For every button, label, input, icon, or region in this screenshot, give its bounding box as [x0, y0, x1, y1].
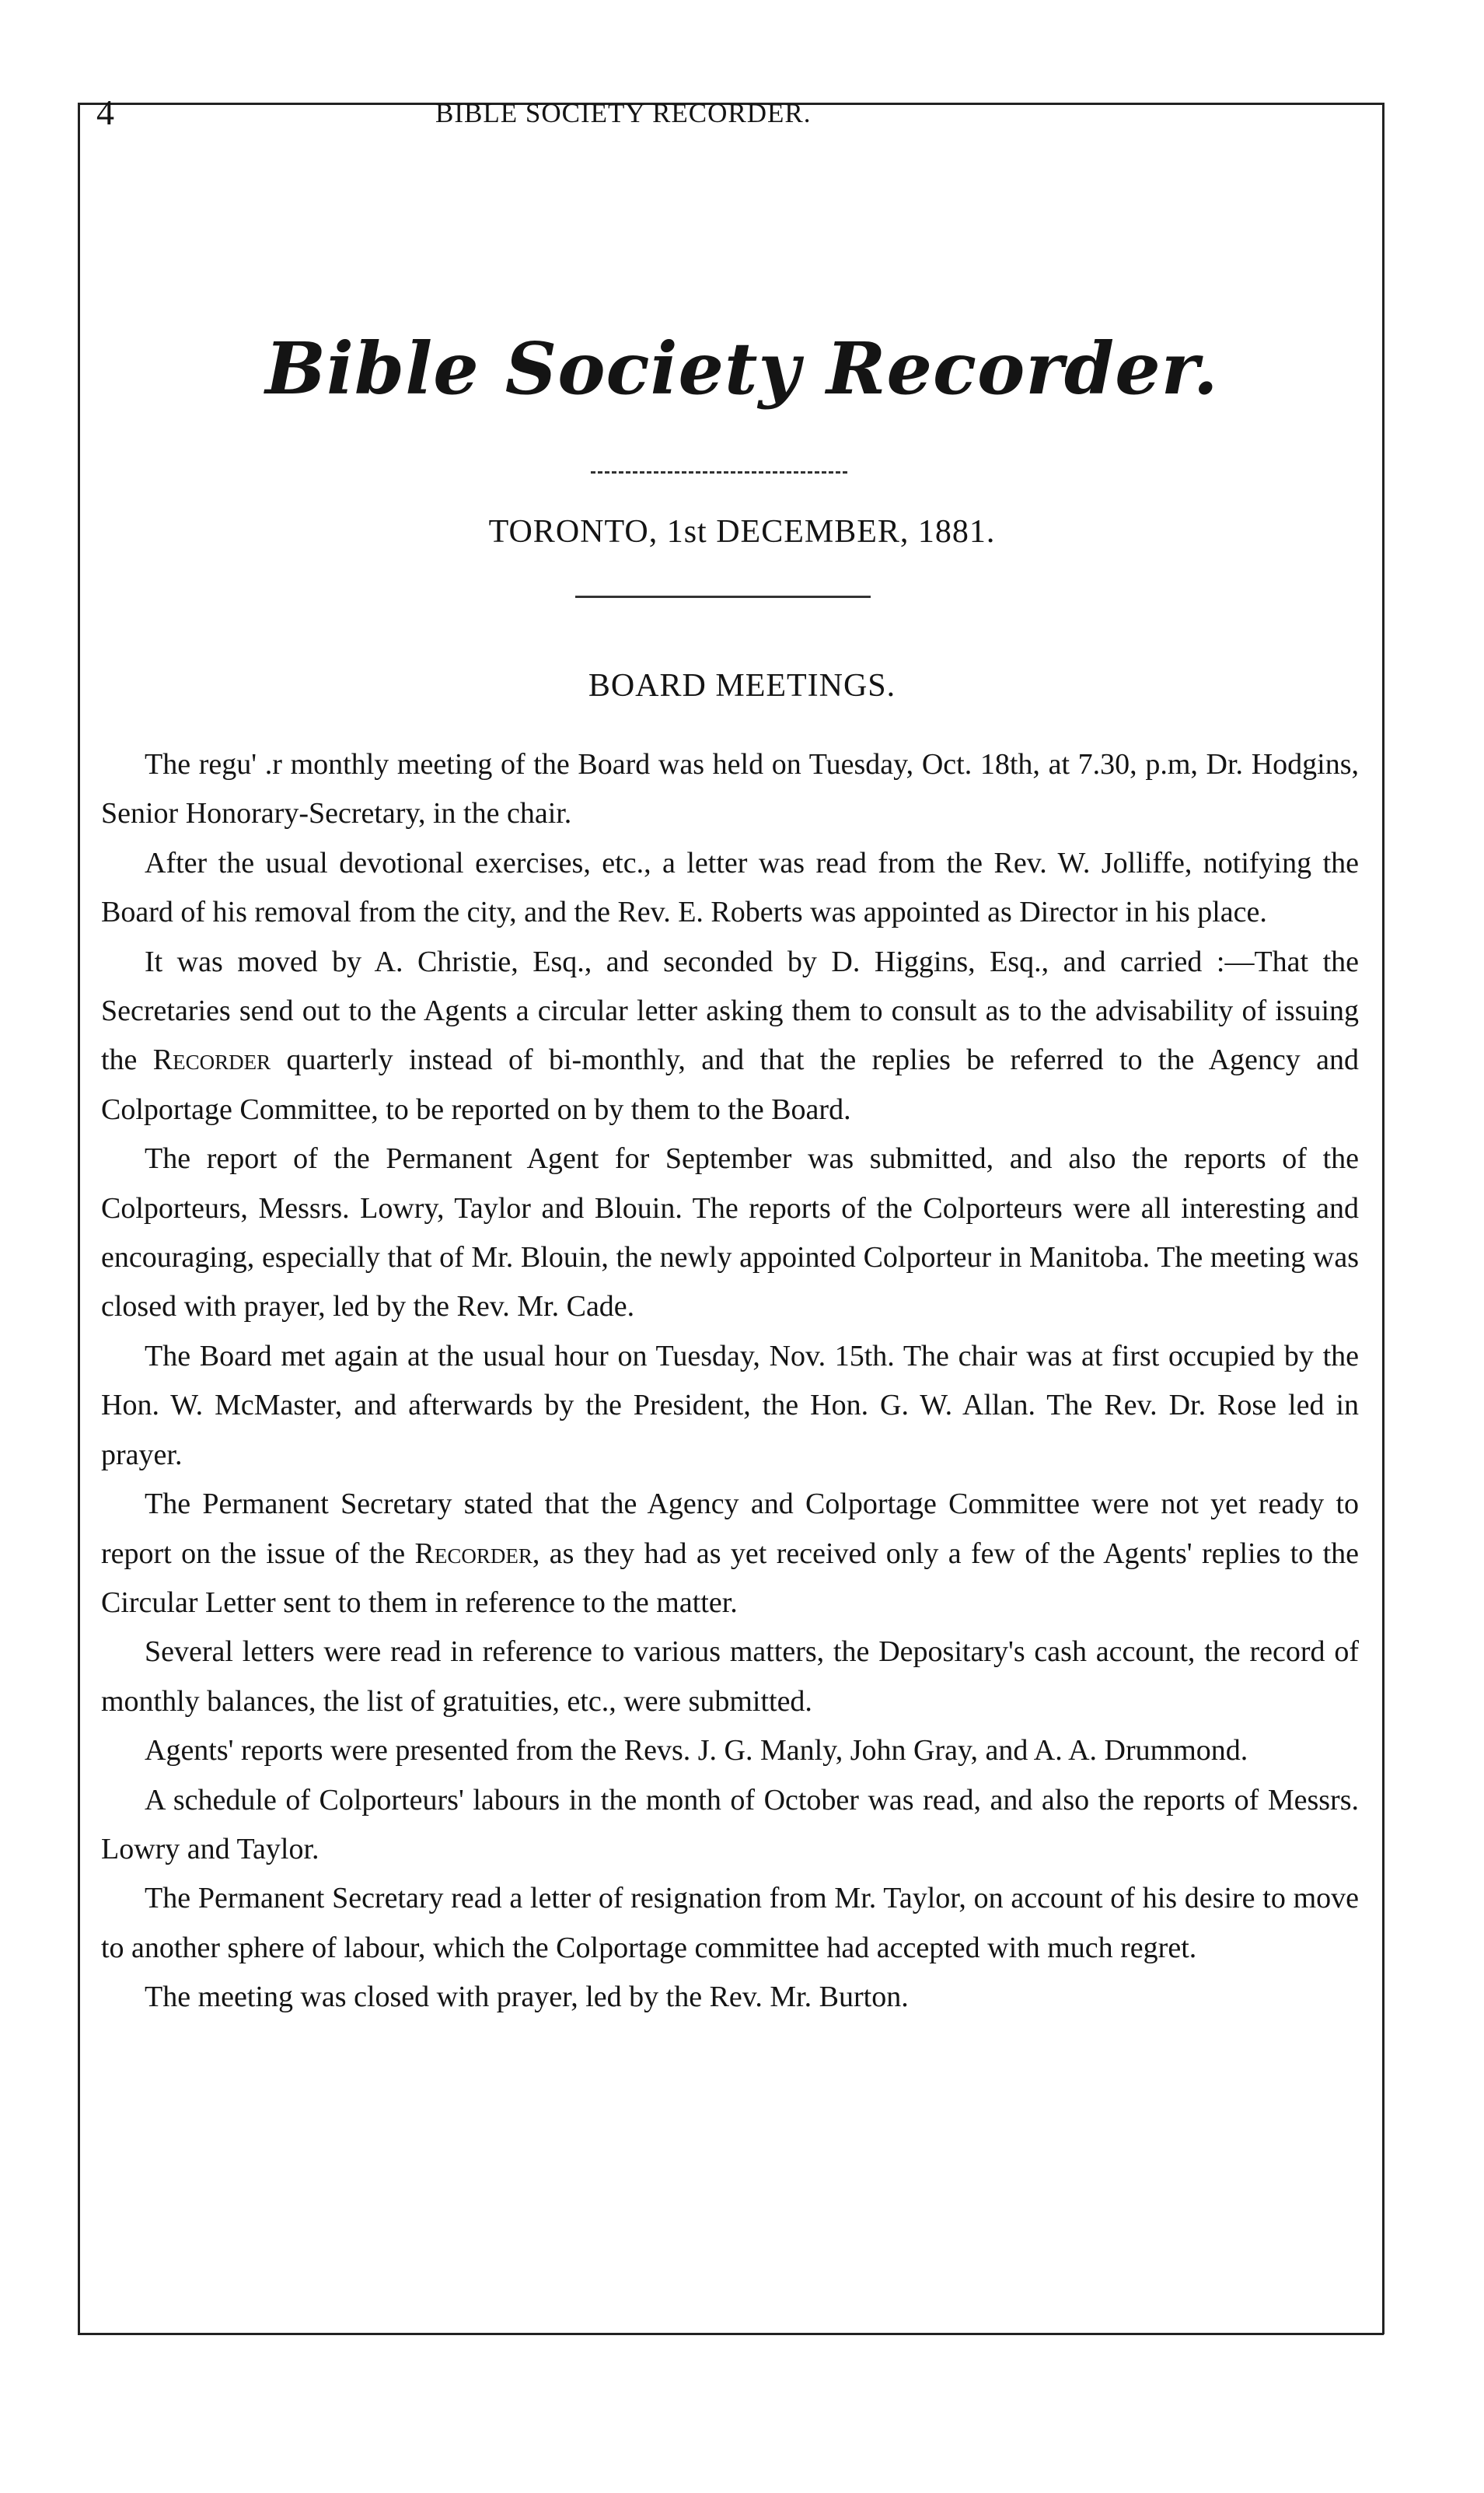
paragraph: The Permanent Secretary read a letter of resignation from Mr. Taylor, on account of his desire to move to another sphere of labour, which the Colportage committee had accepted with much regret.	[101, 1882, 1359, 1964]
recorder-smallcaps: Recorder	[152, 1044, 271, 1077]
paragraph: The meeting was closed with prayer, led by the Rev. Mr. Burton.	[145, 1981, 909, 2014]
paragraph: A schedule of Colporteurs' labours in the month of October was read, and also the reports of Messrs. Lowry and Taylor.	[101, 1783, 1359, 1865]
paragraph: The Board met again at the usual hour on Tuesday, Nov. 15th. The chair was at first occupied by the Hon. W. McMaster, and afterwards by the President, the Hon. G. W. Allan. The Rev. Dr. Rose led in prayer.	[101, 1339, 1359, 1471]
paragraph-text: It was moved by A. Christie, Esq., and seconded by D. Higgins, Esq., and carried :—That the Secretaries send out to the Agents a circular letter asking them to consult as to the advisability of issuing the	[101, 945, 1359, 1077]
dateline-text: TORONTO, 1st DECEMBER, 1881.	[488, 514, 996, 550]
paragraph: Several letters were read in reference to various matters, the Depositary's cash account, the record of monthly balances, the list of gratuities, etc., were submitted.	[101, 1635, 1359, 1718]
section-heading: BOARD MEETINGS.	[588, 668, 896, 704]
paragraph-text: , as they had as yet received only a few of the Agents' replies to the Circular Letter sent to them in reference to the matter.	[101, 1537, 1360, 1619]
paragraph-text: quarterly instead of bi-monthly, and that the replies be referred to the Agency and Colportage Committee, to be reported on by them to the Board.	[101, 1044, 1359, 1126]
dashed-rule	[591, 471, 847, 474]
paragraph: The regu' .r monthly meeting of the Board was held on Tuesday, Oct. 18th, at 7.30, p.m, Dr. Hodgins, Senior Honorary-Secretary, in the chair.	[101, 748, 1359, 830]
frame-left-border	[78, 103, 80, 2334]
paragraph	[101, 1480, 1359, 1628]
running-title: BIBLE SOCIETY RECORDER.	[435, 98, 812, 128]
paragraph-text: The Permanent Secretary stated that the Agency and Colportage Committee were not yet ready to report on the issue of the	[101, 1488, 1359, 1570]
page-number: 4	[96, 93, 114, 132]
paragraph	[101, 938, 1359, 1135]
masthead-title: Bible Society Recorder.	[265, 327, 1219, 411]
paragraph: After the usual devotional exercises, etc., a letter was read from the Rev. W. Jolliffe, notifying the Board of his removal from the city, and the Rev. E. Roberts was appointed as Director in his place.	[101, 846, 1359, 929]
paragraph: The report of the Permanent Agent for September was submitted, and also the reports of the Colporteurs, Messrs. Lowry, Taylor and Blouin. The reports of the Colporteurs were all interesting and encouraging, especially that of Mr. Blouin, the newly appointed Colporteur in Manitoba. The meeting was closed with prayer, led by the Rev. Mr. Cade.	[101, 1142, 1359, 1323]
recorder-smallcaps: Recorder	[414, 1537, 532, 1570]
article-body	[101, 740, 1359, 2023]
paragraph: Agents' reports were presented from the Revs. J. G. Manly, John Gray, and A. A. Drummond.	[145, 1734, 1248, 1767]
dateline	[0, 513, 1484, 551]
short-rule	[575, 596, 871, 598]
frame-right-border	[1382, 103, 1384, 2334]
frame-bottom-border	[78, 2333, 1384, 2335]
